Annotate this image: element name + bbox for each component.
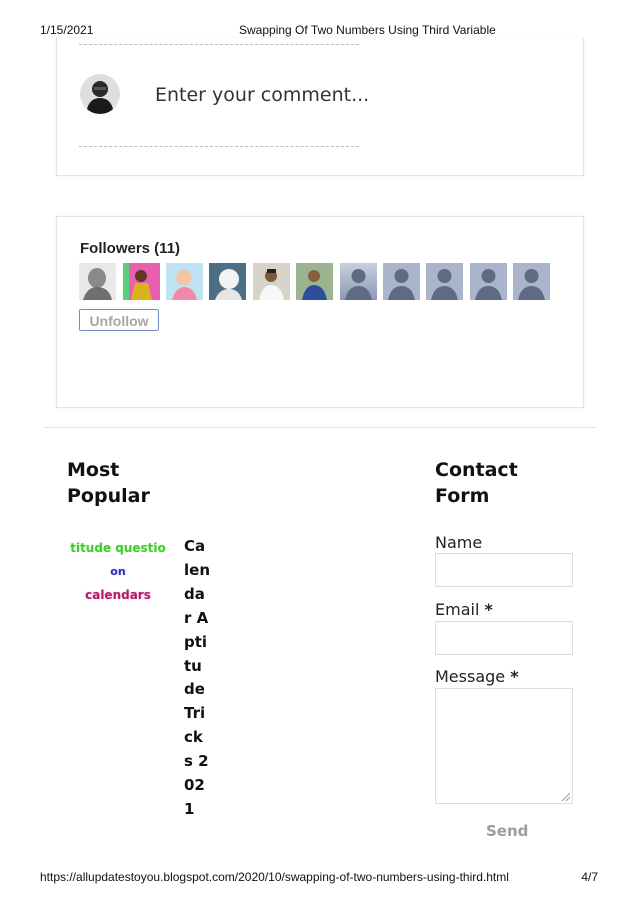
message-label-text: Message	[435, 667, 506, 686]
follower-avatar[interactable]	[383, 263, 420, 300]
follower-avatar[interactable]	[470, 263, 507, 300]
resize-handle-icon[interactable]	[561, 792, 570, 801]
contact-form-title: Contact Form	[435, 459, 518, 507]
print-url: https://allupdatestoyou.blogspot.com/2020/10/swapping-of-two-numbers-using-third.html	[40, 870, 509, 884]
avatar	[80, 74, 120, 114]
email-label-text: Email	[435, 600, 480, 619]
follower-avatar[interactable]	[426, 263, 463, 300]
comment-input[interactable]: Enter your comment...	[155, 84, 370, 106]
thumbnail-caption: on	[110, 565, 126, 578]
follower-avatar[interactable]	[123, 263, 160, 300]
section-divider	[44, 427, 596, 428]
divider	[79, 146, 359, 147]
popular-post-link[interactable]: Calendar Aptitude Tricks 2021	[184, 537, 210, 818]
thumbnail-caption: calendars	[85, 588, 151, 602]
follower-avatar[interactable]	[296, 263, 333, 300]
name-label	[435, 533, 482, 552]
required-marker: *	[484, 600, 493, 619]
name-field[interactable]	[435, 553, 573, 587]
name-label-text: Name	[435, 533, 483, 552]
print-date: 1/15/2021	[40, 23, 94, 37]
email-label	[435, 600, 493, 619]
divider	[79, 44, 359, 45]
popular-post-thumbnail[interactable]	[64, 534, 172, 608]
unfollow-button[interactable]: Unfollow	[79, 309, 159, 331]
pdf-header	[0, 23, 638, 39]
follower-avatar[interactable]	[209, 263, 246, 300]
page-number: 4/7	[581, 870, 598, 884]
message-label	[435, 667, 519, 686]
follower-avatar[interactable]	[513, 263, 550, 300]
send-button[interactable]: Send	[486, 822, 529, 840]
thumbnail-caption: titude questio	[70, 541, 166, 555]
most-popular-title: Most Popular	[67, 459, 150, 507]
followers-title: Followers (11)	[80, 240, 181, 257]
follower-avatar[interactable]	[253, 263, 290, 300]
followers-card	[56, 216, 584, 408]
message-field[interactable]	[435, 688, 573, 804]
email-field[interactable]	[435, 621, 573, 655]
print-page-title: Swapping Of Two Numbers Using Third Variable	[239, 23, 496, 37]
follower-avatar[interactable]	[166, 263, 203, 300]
pdf-footer	[0, 870, 638, 886]
follower-avatar[interactable]	[340, 263, 377, 300]
comment-card	[56, 38, 584, 176]
required-marker: *	[510, 667, 519, 686]
follower-avatar[interactable]	[79, 263, 116, 300]
